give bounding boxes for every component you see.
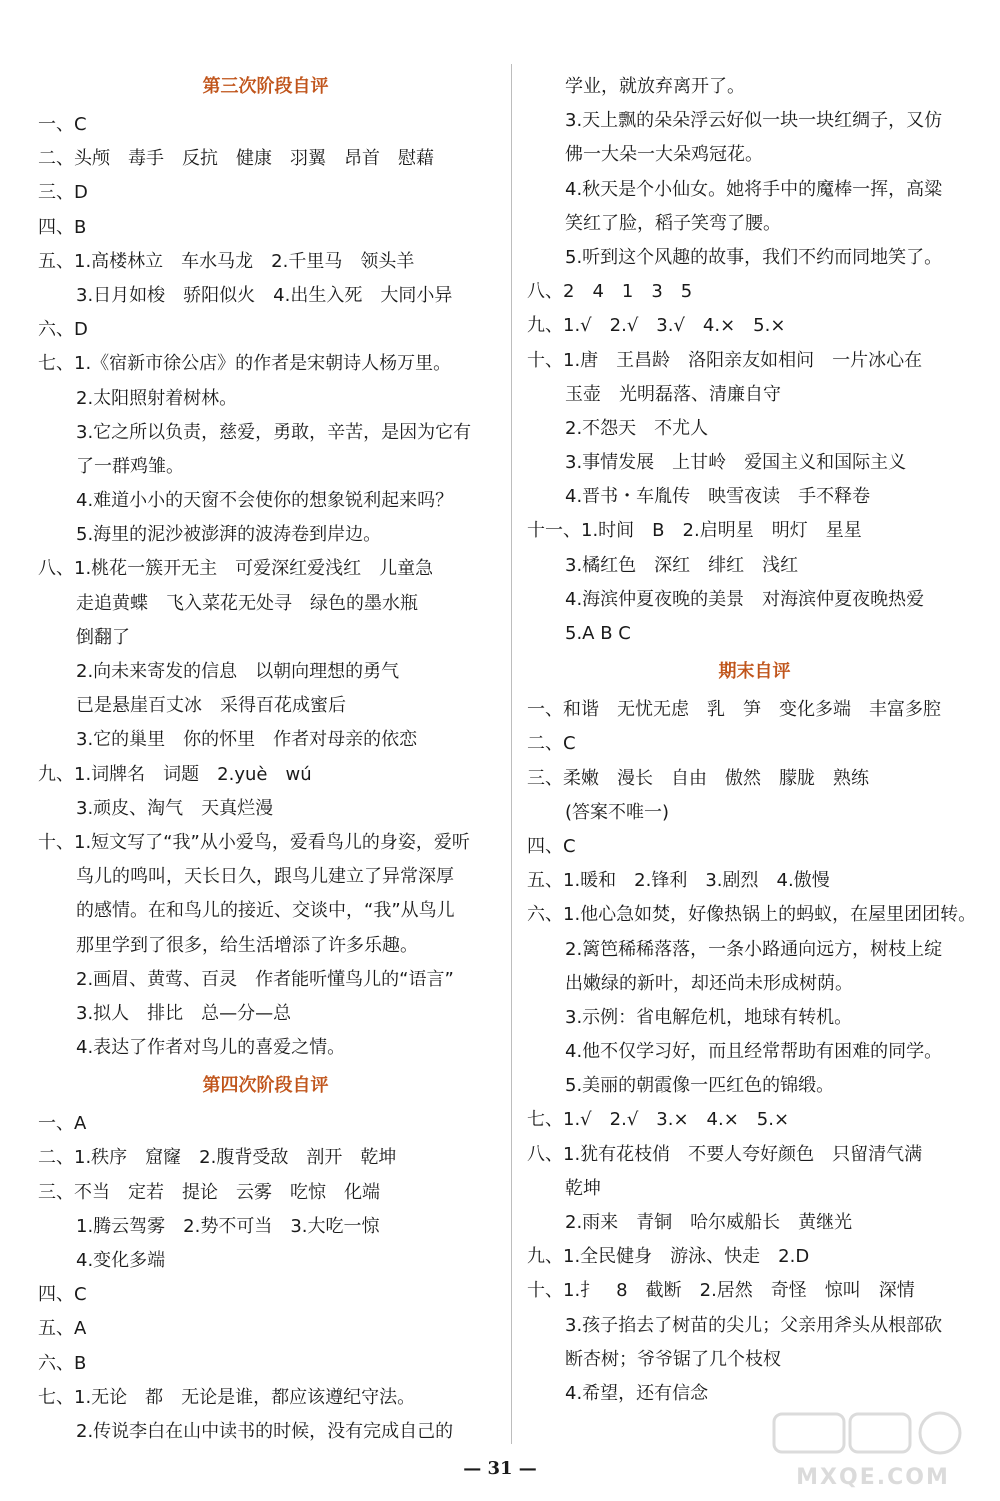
answer-line: 4.海滨仲夏夜晚的美景 对海滨仲夏夜晚热爱 xyxy=(565,588,925,610)
answer-line: 4.希望，还有信念 xyxy=(565,1382,709,1404)
answer-line: 3.孩子掐去了树苗的尖儿；父亲用斧头从根部砍 xyxy=(565,1314,943,1336)
section-title: 第四次阶段自评 xyxy=(202,1075,329,1097)
svg-text:MXQE.COM: MXQE.COM xyxy=(796,1465,950,1490)
answer-line: 3.拟人 排比 总—分—总 xyxy=(76,1002,292,1024)
answer-line: 5.A B C xyxy=(565,623,631,644)
answer-line: 十一、1.时间 B 2.启明星 明灯 星星 xyxy=(527,520,862,542)
answer-line: 八、2 4 1 3 5 xyxy=(527,281,693,303)
answer-line: 2.不怨天 不尤人 xyxy=(565,417,709,439)
answer-line: 2.太阳照射着树林。 xyxy=(76,387,238,409)
section-title: 第三次阶段自评 xyxy=(202,76,329,97)
answer-line: 乾坤 xyxy=(565,1177,601,1199)
left-column xyxy=(38,66,493,1449)
answer-line: 五、1.高楼林立 车水马龙 2.千里马 领头羊 xyxy=(38,250,415,272)
answer-line: 一、和谐 无忧无虑 乳 笋 变化多端 丰富多腔 xyxy=(527,699,941,721)
answer-line: 3.示例：省电解危机，地球有转机。 xyxy=(565,1006,853,1028)
answer-line: 4.表达了作者对鸟儿的喜爱之情。 xyxy=(76,1037,346,1059)
answer-line: 三、D xyxy=(38,182,88,204)
watermark-logo xyxy=(768,1408,978,1494)
answer-line: 5.海里的泥沙被澎湃的波涛卷到岸边。 xyxy=(76,524,382,546)
answer-line: 2.雨来 青铜 哈尔威船长 黄继光 xyxy=(565,1212,853,1233)
answer-line: 笑红了脸，稻子笑弯了腰。 xyxy=(565,212,781,234)
answer-line: 倒翻了 xyxy=(76,626,130,648)
answer-line: 一、A xyxy=(38,1113,87,1135)
answer-line: 九、1.√ 2.√ 3.√ 4.× 5.× xyxy=(527,315,786,337)
answer-line: 三、柔嫩 漫长 自由 傲然 朦胧 熟练 xyxy=(527,767,869,789)
answer-line: 5.听到这个风趣的故事，我们不约而同地笑了。 xyxy=(565,246,943,268)
answer-line: 一、C xyxy=(38,114,87,135)
answer-line: 2.篱笆稀稀落落，一条小路通向远方，树枝上绽 xyxy=(565,938,943,960)
answer-line: 四、B xyxy=(38,216,87,238)
answer-line: 十、1.唐 王昌龄 洛阳亲友如相问 一片冰心在 xyxy=(527,349,923,371)
answer-line: 5.美丽的朝霞像一匹红色的锦缎。 xyxy=(565,1075,835,1097)
answer-line: 走追黄蝶 飞入菜花无处寻 绿色的墨水瓶 xyxy=(76,592,418,614)
answer-line: 4.秋天是个小仙女。她将手中的魔棒一挥，高粱 xyxy=(565,178,943,200)
answer-line: 十、1.短文写了“我”从小爱鸟，爱看鸟儿的身姿，爱听 xyxy=(38,831,470,853)
answer-line: 学业，就放弃离开了。 xyxy=(565,76,745,97)
answer-line: 九、1.全民健身 游泳、快走 2.D xyxy=(527,1246,810,1268)
answer-line: 玉壶 光明磊落、清廉自守 xyxy=(565,383,781,405)
answer-line: 八、1.犹有花枝俏 不要人夸好颜色 只留清气满 xyxy=(527,1143,923,1165)
answer-line: 六、1.他心急如焚，好像热锅上的蚂蚁，在屋里团团转。 xyxy=(527,904,977,926)
answer-line: 已是悬崖百丈冰 采得百花成蜜后 xyxy=(76,695,346,717)
answer-line: 鸟儿的鸣叫，天长日久，跟鸟儿建立了异常深厚 xyxy=(76,866,454,888)
answer-line: 四、C xyxy=(527,835,576,857)
answer-line: (答案不唯一) xyxy=(565,801,670,823)
answer-line: 那里学到了很多，给生活增添了许多乐趣。 xyxy=(76,934,418,956)
answer-line: 3.天上飘的朵朵浮云好似一块一块红绸子，又仿 xyxy=(565,110,943,132)
answer-line: 二、头颅 毒手 反抗 健康 羽翼 昂首 慰藉 xyxy=(38,148,434,170)
answer-line: 四、C xyxy=(38,1284,87,1306)
answer-line: 出嫩绿的新叶，却还尚未形成树荫。 xyxy=(565,972,853,994)
answer-line: 断杏树；爷爷锯了几个枝杈 xyxy=(565,1348,781,1370)
answer-line: 五、1.暖和 2.锋利 3.剧烈 4.傲慢 xyxy=(527,870,830,892)
answer-line: 佛一大朵一大朵鸡冠花。 xyxy=(565,144,763,166)
answer-line: 七、1.无论 都 无论是谁，都应该遵纪守法。 xyxy=(38,1386,416,1408)
answer-line: 了一群鸡雏。 xyxy=(76,455,184,477)
answer-line: 4.变化多端 xyxy=(76,1250,166,1271)
answer-line: 3.事情发展 上甘岭 爱国主义和国际主义 xyxy=(565,452,907,474)
answer-line: 4.他不仅学习好，而且经常帮助有困难的同学。 xyxy=(565,1041,943,1063)
answer-line: 2.向未来寄发的信息 以朝向理想的勇气 xyxy=(76,661,400,682)
answer-line: 二、C xyxy=(527,733,576,755)
answer-line: 3.顽皮、淘气 天真烂漫 xyxy=(76,797,274,819)
answer-line: 4.晋书・车胤传 映雪夜读 手不释卷 xyxy=(565,486,871,508)
answer-line: 4.难道小小的天窗不会使你的想象锐利起来吗？ xyxy=(76,490,454,512)
answer-line: 3.日月如梭 骄阳似火 4.出生入死 大同小异 xyxy=(76,284,453,306)
answer-line: 七、1.√ 2.√ 3.× 4.× 5.× xyxy=(527,1109,790,1131)
answer-line: 2.画眉、黄莺、百灵 作者能听懂鸟儿的“语言” xyxy=(76,968,454,990)
answer-line: 的感情。在和鸟儿的接近、交谈中，“我”从鸟儿 xyxy=(76,900,455,922)
answer-line: 十、1.扌 8 截断 2.居然 奇怪 惊叫 深情 xyxy=(527,1280,915,1302)
answer-line: 1.腾云驾雾 2.势不可当 3.大吃一惊 xyxy=(76,1215,380,1237)
answer-line: 3.它之所以负责，慈爱，勇敢，辛苦，是因为它有 xyxy=(76,421,472,443)
page-number: — 31 — xyxy=(463,1458,537,1479)
answer-line: 3.它的巢里 你的怀里 作者对母亲的依恋 xyxy=(76,729,418,751)
column-divider xyxy=(511,64,512,1444)
answer-line: 五、A xyxy=(38,1318,87,1340)
answer-line: 八、1.桃花一簇开无主 可爱深红爱浅红 儿童急 xyxy=(38,558,434,580)
answer-line: 2.传说李白在山中读书的时候，没有完成自己的 xyxy=(76,1420,454,1442)
answer-line: 六、B xyxy=(38,1352,87,1374)
answer-line: 九、1.词牌名 词题 2.yuè wú xyxy=(38,763,312,785)
right-column xyxy=(527,70,982,1411)
answer-line: 二、1.秩序 窟窿 2.腹背受敌 剖开 乾坤 xyxy=(38,1147,397,1169)
answer-line: 七、1.《宿新市徐公店》的作者是宋朝诗人杨万里。 xyxy=(38,353,452,375)
section-title: 期末自评 xyxy=(718,661,791,683)
answer-line: 3.橘红色 深红 绯红 浅红 xyxy=(565,554,799,576)
answer-line: 三、不当 定若 提论 云雾 吃惊 化端 xyxy=(38,1181,380,1203)
answer-line: 六、D xyxy=(38,319,88,341)
